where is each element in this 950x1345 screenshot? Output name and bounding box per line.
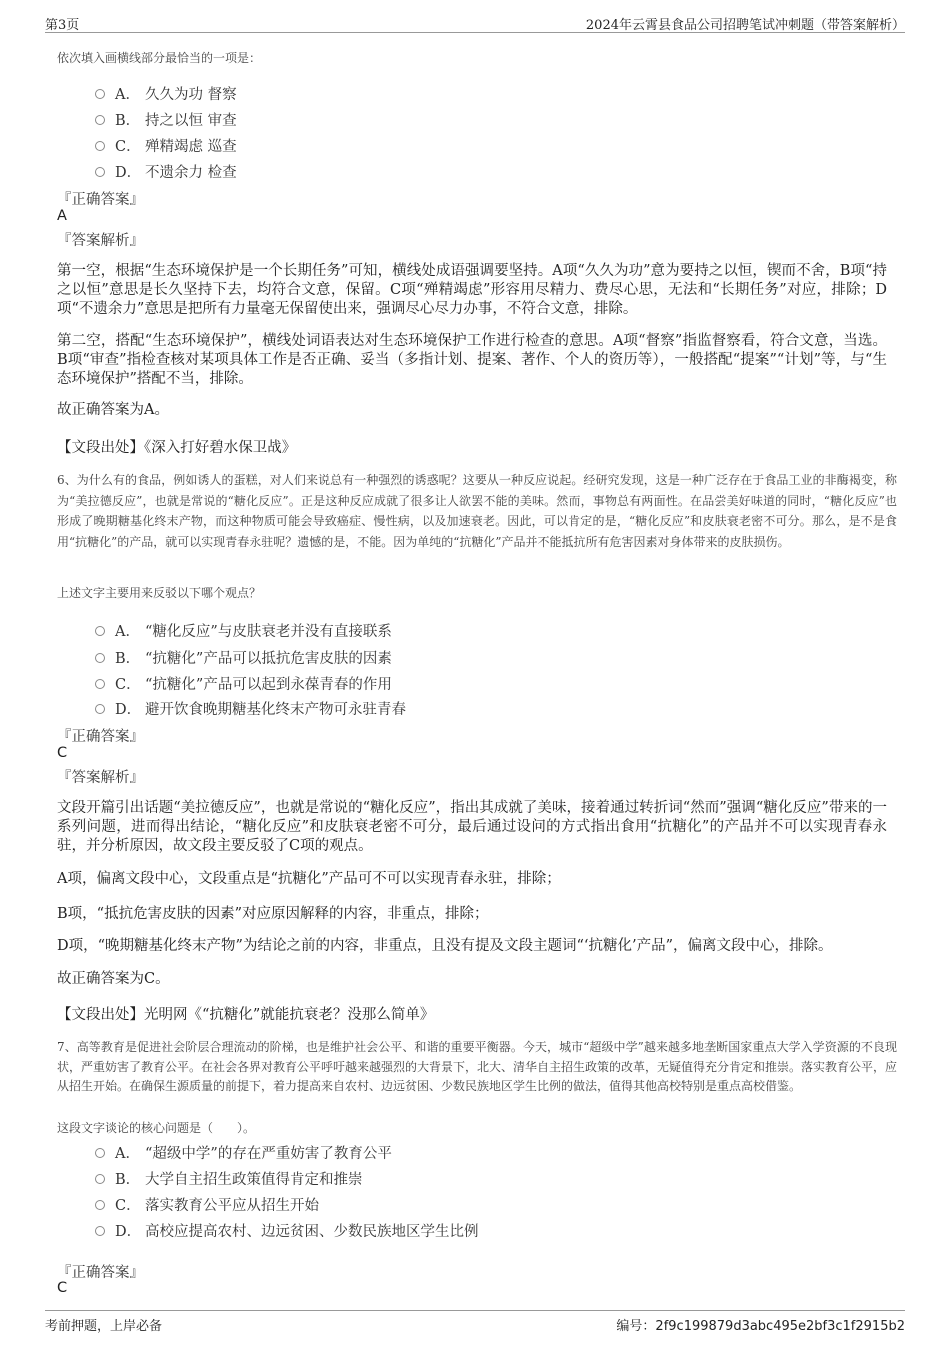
radio-icon[interactable]	[95, 679, 105, 689]
q6-source: 【文段出处】光明网《“抗糖化”就能抗衰老？没那么简单》	[57, 1007, 435, 1023]
page-footer	[45, 1310, 905, 1334]
q7-option-d[interactable]: D． 高校应提高农村、边远贫困、少数民族地区学生比例	[95, 1220, 479, 1241]
q5-option-c[interactable]: C． 殚精竭虑 巡查	[95, 135, 237, 156]
q7-answer: C	[57, 1280, 68, 1296]
document-code-value: 2f9c199879d3abc495e2bf3c1f2915b2	[655, 1319, 905, 1334]
radio-icon[interactable]	[95, 653, 105, 663]
q6-option-c[interactable]: C． “抗糖化”产品可以起到永葆青春的作用	[95, 673, 392, 694]
q7-answer-label: 『正确答案』	[57, 1265, 144, 1281]
q6-option-b[interactable]: B． “抗糖化”产品可以抵抗危害皮肤的因素	[95, 647, 392, 668]
q5-option-d[interactable]: D． 不遗余力 检查	[95, 161, 237, 182]
q6-analysis-paragraph: D项，“晚期糖基化终末产物”为结论之前的内容，非重点，且没有提及文段主题词“‘抗糖化’产品”，偏离文段中心，排除。	[57, 938, 833, 954]
q7-option-b[interactable]: B． 大学自主招生政策值得肯定和推崇	[95, 1168, 363, 1189]
q7-option-c[interactable]: C． 落实教育公平应从招生开始	[95, 1194, 319, 1215]
q6-option-d[interactable]: D． 避开饮食晚期糖基化终末产物可永驻青春	[95, 698, 406, 719]
q5-option-a[interactable]: A． 久久为功 督察	[95, 83, 237, 104]
q6-passage: 6、为什么有的食品，例如诱人的蛋糕，对人们来说总有一种强烈的诱惑呢？这要从一种反应说起。经研究发现，这是一种广泛存在于食品工业的非酶褐变，称为“美拉德反应”，也就是常说的“糖化反应”。正是这种反应成就了很多让人欲罢不能的美味。然而，事物总有两面性。在品尝美好味道的同时，“糖化反应”也形成了晚期糖基化终末产物，而这种物质可能会导致癌症、慢性病，以及加速衰老。因此，可以肯定的是，“糖化反应”和皮肤衰老密不可分。那么，是不是食用“抗糖化”的产品，就可以实现青春永驻呢？遗憾的是，不能。因为单纯的“抗糖化”产品并不能抵抗所有危害因素对身体带来的皮肤损伤。	[57, 473, 897, 549]
q7-passage: 7、高等教育是促进社会阶层合理流动的阶梯，也是维护社会公平、和谐的重要平衡器。今天，城市“超级中学”越来越多地垄断国家重点大学入学资源的不良现状，严重妨害了教育公平。在社会各界对教育公平呼吁越来越强烈的大背景下，北大、清华自主招生政策的改革，无疑值得充分肯定和推崇。落实教育公平，应从招生开始。在确保生源质量的前提下，着力提高来自农村、边远贫困、少数民族地区学生比例的做法，值得其他高校特别是重点高校借鉴。	[57, 1040, 898, 1093]
q5-answer: A	[57, 208, 67, 224]
radio-icon[interactable]	[95, 1148, 105, 1158]
q6-prompt: 上述文字主要用来反驳以下哪个观点？	[57, 586, 262, 600]
q6-analysis-conclusion: 故正确答案为C。	[57, 971, 170, 987]
q7-prompt: 这段文字谈论的核心问题是（ ）。	[57, 1121, 256, 1135]
q6-analysis-label: 『答案解析』	[57, 770, 144, 786]
document-title: 2024年云霄县食品公司招聘笔试冲刺题（带答案解析）	[585, 18, 905, 33]
radio-icon[interactable]	[95, 115, 105, 125]
q6-analysis-paragraph: B项，“抵抗危害皮肤的因素”对应原因解释的内容，非重点，排除；	[57, 906, 489, 922]
q5-analysis-paragraph: 第一空，根据“生态环境保护是一个长期任务”可知，横线处成语强调要坚持。A项“久久为功”意为要持之以恒，锲而不舍，B项“持之以恒”意思是长久坚持下去，均符合文意，保留。C项“殚精竭虑”形容用尽精力、费尽心思，无法和“长期任务”对应，排除；D项“不遗余力”意思是把所有力量毫无保留使出来，强调尽心尽力办事，不符合文意，排除。	[57, 263, 887, 317]
document-code-label: 编号：	[616, 1319, 656, 1334]
q7-option-a[interactable]: A． “超级中学”的存在严重妨害了教育公平	[95, 1142, 392, 1163]
radio-icon[interactable]	[95, 704, 105, 714]
q6-answer-label: 『正确答案』	[57, 729, 144, 745]
radio-icon[interactable]	[95, 1226, 105, 1236]
radio-icon[interactable]	[95, 167, 105, 177]
q5-analysis-conclusion: 故正确答案为A。	[57, 402, 169, 418]
footer-slogan: 考前押题，上岸必备	[45, 1319, 163, 1334]
q6-option-a[interactable]: A． “糖化反应”与皮肤衰老并没有直接联系	[95, 620, 392, 641]
radio-icon[interactable]	[95, 1200, 105, 1210]
q5-answer-label: 『正确答案』	[57, 192, 144, 208]
radio-icon[interactable]	[95, 89, 105, 99]
q6-analysis-paragraph: 文段开篇引出话题“美拉德反应”，也就是常说的“糖化反应”，指出其成就了美味，接着通过转折词“然而”强调“糖化反应”带来的一系列问题，进而得出结论，“糖化反应”和皮肤衰老密不可分，最后通过设问的方式指出食用“抗糖化”的产品并不可以实现青春永驻，并分析原因，故文段主要反驳了C项的观点。	[57, 800, 887, 854]
radio-icon[interactable]	[95, 1174, 105, 1184]
q5-prompt: 依次填入画横线部分最恰当的一项是：	[57, 51, 262, 65]
document-code	[616, 1315, 905, 1334]
page-header	[45, 12, 905, 33]
radio-icon[interactable]	[95, 141, 105, 151]
q6-answer: C	[57, 745, 68, 761]
q5-analysis-paragraph: 第二空，搭配“生态环境保护”，横线处词语表达对生态环境保护工作进行检查的意思。A项“督察”指监督察看，符合文意，当选。B项“审查”指检查核对某项具体工作是否正确、妥当（多指计划、提案、著作、个人的资历等），一般搭配“提案”“计划”等，与“生态环境保护”搭配不当，排除。	[57, 333, 887, 387]
radio-icon[interactable]	[95, 626, 105, 636]
q5-source: 【文段出处】《深入打好碧水保卫战》	[57, 440, 297, 456]
q5-option-b[interactable]: B． 持之以恒 审查	[95, 109, 237, 130]
q5-analysis-label: 『答案解析』	[57, 233, 144, 249]
q6-analysis-paragraph: A项，偏离文段中心，文段重点是“抗糖化”产品可不可以实现青春永驻，排除；	[57, 871, 561, 887]
page-number: 第3页	[45, 18, 80, 33]
